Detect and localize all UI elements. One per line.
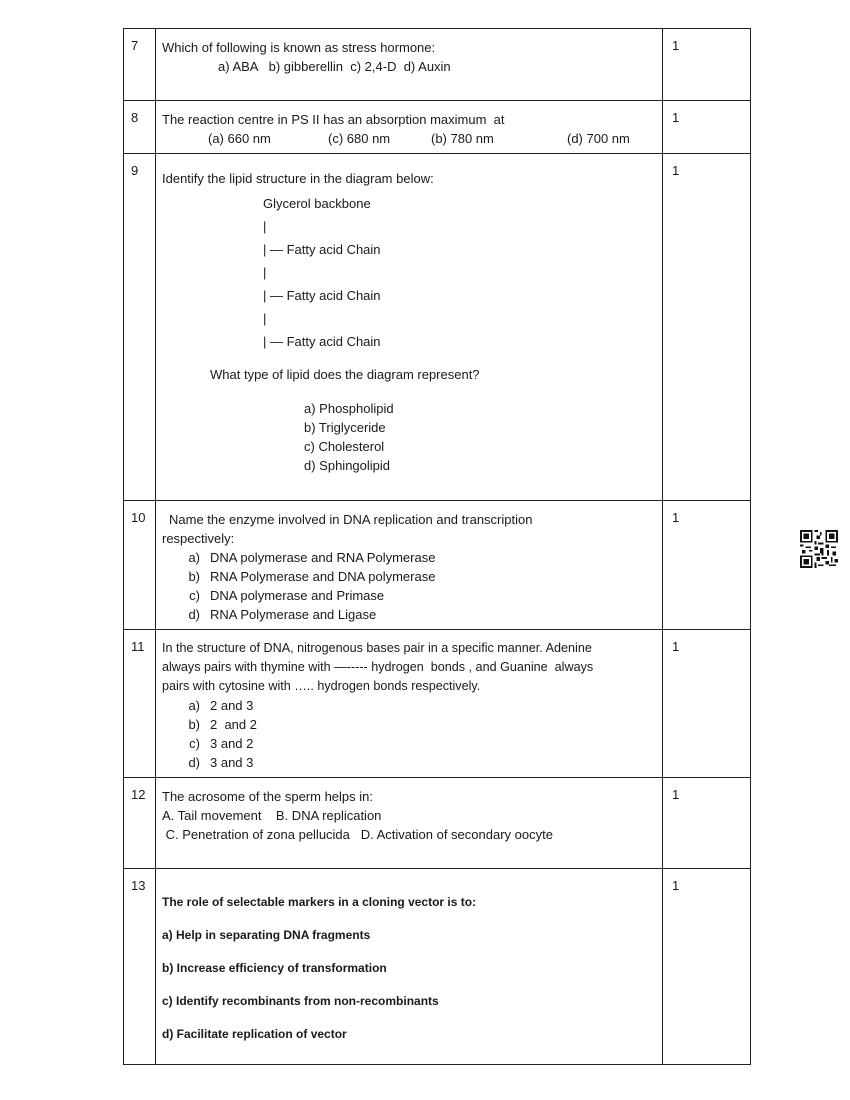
option: c) Cholesterol [304, 439, 385, 454]
question-stem: Name the enzyme involved in DNA replication and transcription [169, 512, 533, 527]
sub-question: What type of lipid does the diagram represent? [210, 367, 480, 382]
options-list [162, 399, 656, 475]
question-body [156, 778, 663, 869]
option: c) DNA polymerase and Primase [189, 588, 385, 603]
option: c) 3 and 2 [189, 736, 254, 751]
lipid-diagram [162, 192, 656, 353]
question-body [156, 501, 663, 630]
question-stem: The role of selectable markers in a cloning vector is to: [162, 895, 477, 909]
marks: 1 [663, 29, 751, 101]
question-table [123, 28, 751, 1065]
option: a) 2 and 3 [188, 698, 254, 713]
diagram-line: | [263, 265, 267, 280]
option: a) Help in separating DNA fragments [162, 928, 371, 942]
option: (a) 660 nm [208, 131, 271, 146]
question-stem: In the structure of DNA, nitrogenous bases pair in a specific manner. Adenine [162, 641, 592, 655]
question-number: 10 [124, 501, 156, 630]
question-number: 13 [124, 869, 156, 1065]
question-stem: The acrosome of the sperm helps in: [162, 789, 373, 804]
marks: 1 [663, 501, 751, 630]
question-body [156, 869, 663, 1065]
option: a) Phospholipid [304, 401, 394, 416]
question-stem-cont: respectively: [162, 531, 235, 546]
question-body [156, 630, 663, 778]
option: d) Facilitate replication of vector [162, 1027, 347, 1041]
option: b) Triglyceride [304, 420, 386, 435]
question-stem: Which of following is known as stress hormone: [162, 40, 436, 55]
option: (d) 700 nm [567, 131, 630, 146]
marks: 1 [663, 869, 751, 1065]
question-row-8 [124, 101, 751, 154]
question-number: 12 [124, 778, 156, 869]
question-stem: The reaction centre in PS II has an absorption maximum at [162, 112, 505, 127]
marks: 1 [663, 154, 751, 501]
question-stem: pairs with cytosine with ….. hydrogen bonds respectively. [162, 679, 481, 693]
option: d) Sphingolipid [304, 458, 391, 473]
question-row-12 [124, 778, 751, 869]
question-body [156, 154, 663, 501]
option: a) DNA polymerase and RNA Polymerase [188, 550, 436, 565]
question-row-11 [124, 630, 751, 778]
diagram-line: | [263, 219, 267, 234]
marks: 1 [663, 778, 751, 869]
question-number: 11 [124, 630, 156, 778]
question-number: 7 [124, 29, 156, 101]
question-body [156, 29, 663, 101]
question-number: 8 [124, 101, 156, 154]
options-line: A. Tail movement B. DNA replication [162, 808, 382, 823]
option: b) RNA Polymerase and DNA polymerase [188, 569, 436, 584]
option: (c) 680 nm [328, 131, 391, 146]
marks: 1 [663, 101, 751, 154]
question-row-10 [124, 501, 751, 630]
question-row-13 [124, 869, 751, 1065]
question-stem: always pairs with thymine with —----- hydrogen bonds , and Guanine always [162, 660, 594, 674]
option: d) RNA Polymerase and Ligase [188, 607, 377, 622]
qr-code-icon [800, 530, 838, 568]
option: b) 2 and 2 [188, 717, 257, 732]
question-body [156, 101, 663, 154]
question-stem: Identify the lipid structure in the diagram below: [162, 171, 434, 186]
options-row [162, 129, 656, 148]
marks: 1 [663, 630, 751, 778]
diagram-line: Glycerol backbone [263, 196, 371, 211]
question-row-9 [124, 154, 751, 501]
question-number: 9 [124, 154, 156, 501]
options-line: C. Penetration of zona pellucida D. Activation of secondary oocyte [162, 827, 553, 842]
option: d) 3 and 3 [188, 755, 254, 770]
option: b) Increase efficiency of transformation [162, 961, 387, 975]
option: c) Identify recombinants from non-recombinants [162, 994, 439, 1008]
diagram-line: | — Fatty acid Chain [263, 288, 381, 303]
diagram-line: | — Fatty acid Chain [263, 242, 381, 257]
diagram-line: | [263, 311, 267, 326]
diagram-line: | — Fatty acid Chain [263, 334, 381, 349]
option: (b) 780 nm [431, 131, 494, 146]
options-line: a) ABA b) gibberellin c) 2,4-D d) Auxin [218, 59, 451, 74]
question-row-7 [124, 29, 751, 101]
